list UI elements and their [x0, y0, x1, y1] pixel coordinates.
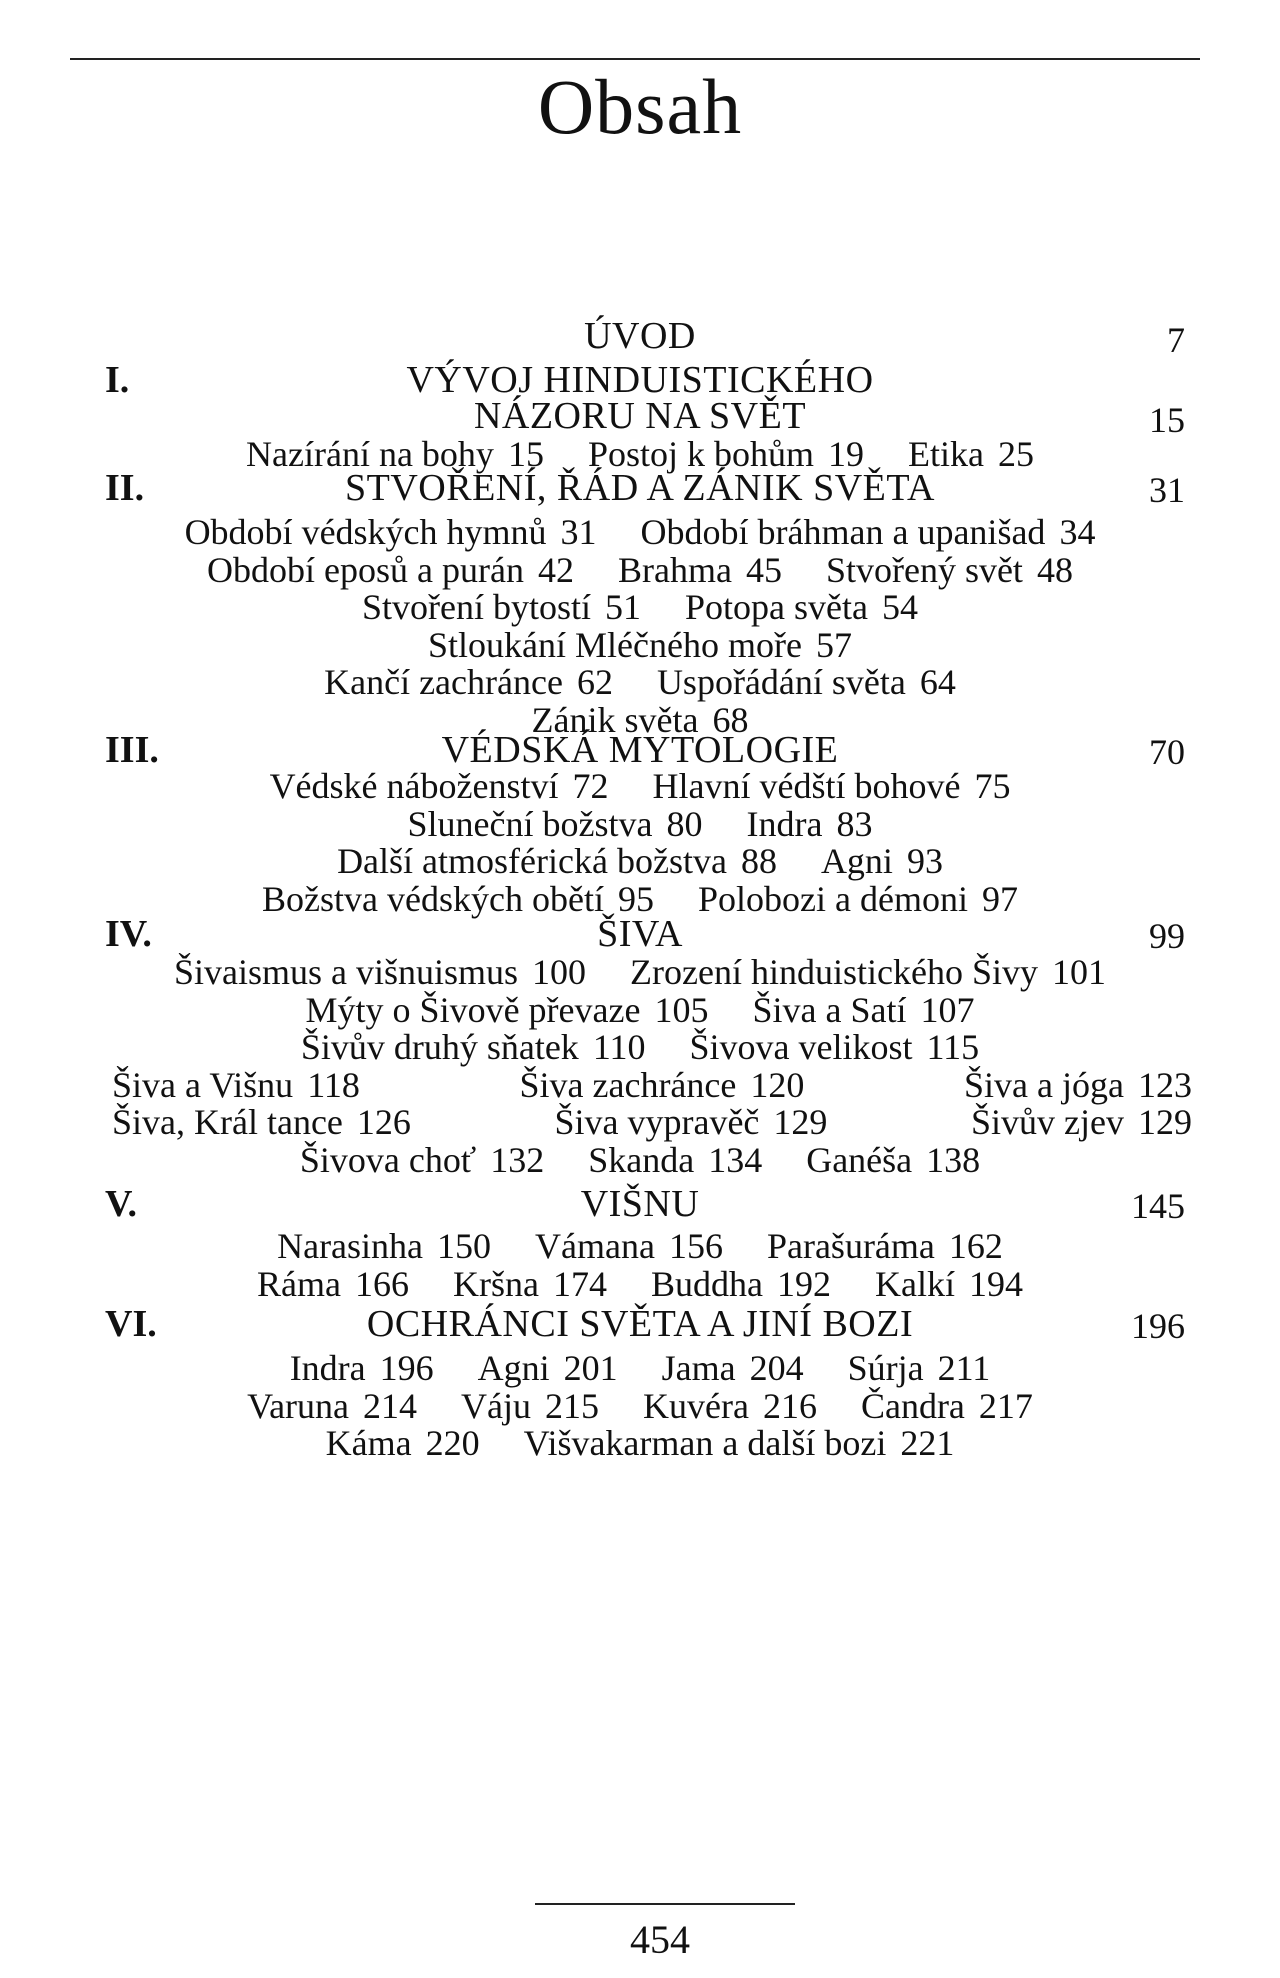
entry-title: Višvakarman a další bozi	[523, 1423, 887, 1464]
entry-title: Kančí zachránce	[324, 662, 563, 703]
entry-page: 88	[740, 841, 777, 882]
entry-title: Stloukání Mléčného moře	[428, 624, 802, 665]
entry-page: 45	[745, 549, 782, 590]
entry-title: Stvoření bytostí	[362, 587, 592, 628]
entry-title: Šivaismus a višnuismus	[174, 952, 519, 992]
entry-title: Šiva a Višnu	[112, 1064, 294, 1105]
entry-page: 129	[773, 1102, 828, 1143]
entry-page: 201	[563, 1348, 618, 1388]
intro-page: 7	[1167, 320, 1185, 360]
entry-page: 194	[968, 1263, 1023, 1304]
entry-title: Šiva, Král tance	[112, 1102, 343, 1143]
entry-page: 72	[572, 766, 609, 806]
entry-page: 138	[926, 1140, 981, 1180]
entry-page: 150	[437, 1226, 492, 1266]
chapter-heading: VIŠNU	[580, 1183, 700, 1225]
chapter-number: V.	[105, 1183, 138, 1225]
chapter-heading: OCHRÁNCI SVĚTA A JINÍ BOZI	[366, 1303, 914, 1345]
chapter-heading: VÝVOJ HINDUISTICKÉHO	[406, 359, 874, 401]
toc-entry-line	[0, 1421, 1280, 1465]
entry-page: 68	[712, 700, 749, 740]
chapter-number: IV.	[105, 913, 152, 955]
entry-page: 123	[1137, 1064, 1192, 1105]
entry-title: Šivův druhý sňatek	[300, 1027, 579, 1068]
chapter-number: I.	[105, 359, 130, 401]
entry-page: 132	[490, 1140, 545, 1180]
chapter-heading: STVOŘENÍ, ŘÁD A ZÁNIK SVĚTA	[345, 467, 935, 509]
entry-page: 174	[552, 1263, 607, 1304]
entry-title: Etika	[907, 434, 984, 474]
page-folio: 454	[630, 1917, 690, 1962]
entry-page: 101	[1051, 952, 1106, 992]
entry-title: Čandra	[860, 1385, 965, 1426]
entry-title: Vámana	[535, 1226, 655, 1266]
entry-title: Kuvéra	[643, 1385, 749, 1426]
entry-title: Uspořádání světa	[656, 662, 906, 703]
entry-title: Buddha	[650, 1263, 763, 1304]
entry-title: Súrja	[847, 1348, 924, 1388]
entry-title: Šiva vypravěč	[554, 1102, 760, 1143]
entry-title: Stvořený svět	[825, 549, 1023, 590]
entry-page: 166	[355, 1263, 409, 1304]
entry-page: 120	[750, 1064, 805, 1105]
entry-title: Polobozi a démoni	[697, 878, 968, 919]
entry-title: Mýty o Šivově převaze	[305, 989, 641, 1030]
toc-entry-line	[0, 1138, 1280, 1182]
entry-page: 105	[654, 989, 709, 1030]
entry-page: 54	[882, 587, 918, 628]
chapter-page: 15	[1149, 400, 1185, 440]
entry-page: 95	[617, 878, 654, 919]
entry-title: Kršna	[453, 1263, 539, 1304]
entry-title: Šiva a jóga	[964, 1064, 1124, 1105]
entry-page: 42	[537, 549, 574, 590]
chapter-page: 99	[1149, 916, 1185, 956]
entry-page: 216	[762, 1385, 817, 1426]
entry-page: 129	[1137, 1102, 1192, 1143]
entry-title: Indra	[746, 803, 823, 844]
entry-title: Agni	[477, 1348, 550, 1388]
entry-title: Šivova velikost	[689, 1027, 913, 1068]
entry-page: 196	[379, 1348, 434, 1388]
entry-title: Varuna	[247, 1385, 350, 1426]
entry-page: 220	[425, 1423, 480, 1464]
entry-title: Nazírání na bohy	[246, 434, 494, 474]
entry-page: 221	[900, 1423, 955, 1464]
entry-page: 162	[948, 1226, 1003, 1266]
chapter-heading: ŠIVA	[597, 913, 683, 955]
page-title: Obsah	[537, 63, 743, 150]
entry-title: Šivova choť	[299, 1140, 477, 1180]
entry-page: 115	[926, 1027, 980, 1068]
entry-title: Šivův zjev	[971, 1102, 1124, 1143]
entry-title: Zánik světa	[531, 700, 699, 740]
entry-page: 192	[776, 1263, 831, 1304]
entry-page: 100	[532, 952, 587, 992]
entry-page: 126	[356, 1102, 411, 1143]
entry-title: Šiva a Satí	[752, 989, 907, 1030]
entry-title: Potopa světa	[685, 587, 868, 628]
chapter-heading: VÉDSKÁ MYTOLOGIE	[441, 729, 839, 771]
entry-page: 31	[560, 512, 597, 552]
entry-page: 80	[666, 803, 703, 844]
entry-title: Období eposů a purán	[207, 549, 524, 590]
entry-title: Ganéša	[806, 1140, 913, 1180]
entry-title: Božstva védských obětí	[262, 878, 604, 919]
entry-page: 215	[545, 1385, 599, 1426]
entry-page: 97	[981, 878, 1018, 919]
entry-page: 83	[836, 803, 873, 844]
entry-title: Šiva zachránce	[519, 1064, 737, 1105]
chapter-page: 31	[1149, 470, 1185, 510]
entry-title: Období védských hymnů	[184, 512, 547, 552]
entry-title: Narasinha	[277, 1226, 424, 1266]
entry-page: 107	[920, 989, 975, 1030]
entry-title: Sluneční božstva	[407, 803, 653, 844]
entry-title: Skanda	[588, 1140, 695, 1180]
entry-page: 217	[978, 1385, 1033, 1426]
entry-page: 204	[749, 1348, 804, 1388]
entry-page: 93	[906, 841, 943, 882]
chapter-number: II.	[105, 467, 145, 509]
chapter-page: 70	[1149, 732, 1185, 772]
entry-page: 62	[576, 662, 613, 703]
chapter-heading-line2: NÁZORU NA SVĚT	[473, 395, 807, 437]
toc-entry-line	[0, 1262, 1280, 1306]
entry-title: Jama	[661, 1348, 736, 1388]
intro-heading: ÚVOD	[584, 315, 696, 357]
chapter-page: 196	[1131, 1306, 1185, 1346]
entry-title: Indra	[289, 1348, 366, 1388]
entry-title: Hlavní védští bohové	[652, 766, 961, 806]
chapter-number: VI.	[105, 1303, 157, 1345]
entry-page: 57	[815, 624, 852, 665]
entry-title: Váju	[461, 1385, 531, 1426]
entry-page: 34	[1059, 512, 1096, 552]
entry-page: 211	[937, 1348, 991, 1388]
entry-title: Další atmosférická božstva	[337, 841, 727, 882]
entry-title: Ráma	[257, 1263, 341, 1304]
entry-page: 51	[605, 587, 642, 628]
entry-page: 156	[668, 1226, 723, 1266]
entry-title: Brahma	[617, 549, 732, 590]
entry-page: 19	[827, 434, 864, 474]
entry-title: Kalkí	[874, 1263, 955, 1304]
entry-page: 118	[307, 1064, 360, 1105]
chapter-number: III.	[105, 729, 159, 771]
entry-title: Agni	[820, 841, 893, 882]
entry-title: Postoj k bohům	[587, 434, 814, 474]
bottom-rule	[535, 1903, 795, 1905]
entry-page: 75	[974, 766, 1011, 806]
entry-page: 48	[1036, 549, 1073, 590]
entry-page: 214	[363, 1385, 418, 1426]
entry-title: Období bráhman a upanišad	[640, 512, 1046, 552]
entry-page: 134	[708, 1140, 763, 1180]
entry-page: 110	[592, 1027, 646, 1068]
entry-page: 15	[507, 434, 544, 474]
chapter-page: 145	[1131, 1186, 1185, 1226]
entry-title: Káma	[325, 1423, 412, 1464]
entry-title: Zrození hinduistického Šivy	[630, 952, 1038, 992]
entry-page: 25	[997, 434, 1034, 474]
entry-title: Védské náboženství	[269, 766, 559, 806]
entry-page: 64	[919, 662, 956, 703]
entry-title: Parašuráma	[766, 1226, 935, 1266]
